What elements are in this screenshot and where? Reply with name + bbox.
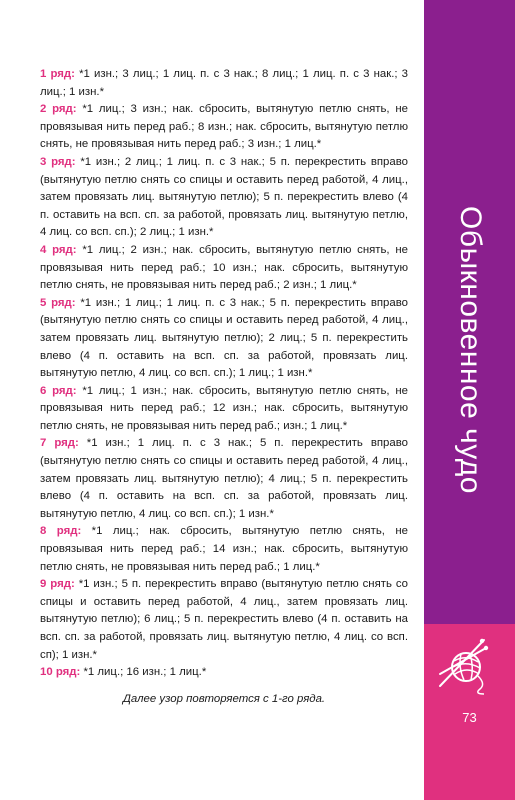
pattern-row-1 xyxy=(40,66,408,101)
pattern-row-3 xyxy=(40,154,408,242)
pattern-row-6 xyxy=(40,383,408,436)
row-text: *1 изн.; 1 лиц.; 1 лиц. п. с 3 нак.; 5 п. перекрестить вправо (вытянутую петлю снять со спицы и оставить перед работой, 4 лиц., затем провязать лиц. вытянутую петлю); 2 лиц.; 5 п. перекрестить влево (4 п. оставить на всп. сп. за работой, провязать лиц. вытянутую петлю, 4 лиц. со всп. сп.); 1 лиц.; 1 изн.* xyxy=(40,296,408,380)
pattern-row-4 xyxy=(40,242,408,295)
row-text: *1 лиц.; 1 изн.; нак. сбросить, вытянутую петлю снять, не провязывая нить перед раб.; 12 изн.; нак. сбросить, вытянутую петлю снять, не провязывая нить перед раб.; изн.; 1 лиц.* xyxy=(40,384,408,432)
pattern-instructions xyxy=(40,66,408,720)
row-text: *1 изн.; 5 п. перекрестить вправо (вытянутую петлю снять со спицы и оставить перед работой, 4 лиц., затем провязать лиц. вытянутую петлю); 6 лиц.; 5 п. перекрестить влево (4 п. оставить на всп. сп. за работой, провязать лиц. вытянутую петлю, 4 лиц. со всп. сп); 1 изн.* xyxy=(40,578,408,661)
row-label: 3 ряд: xyxy=(40,155,76,168)
pattern-row-5 xyxy=(40,295,408,383)
row-text: *1 лиц.; 2 изн.; нак. сбросить, вытянутую петлю снять, не провязывая нить перед раб.; 10 изн.; нак. сбросить, вытянутую петлю снять, не провязывая нить перед раб.; 2 изн.; 1 лиц.* xyxy=(40,243,408,292)
pattern-row-8 xyxy=(40,523,408,576)
row-text: *1 изн.; 1 лиц. п. с 3 нак.; 5 п. перекрестить вправо (вытянутую петлю снять со спицы и оставить перед работой, 4 лиц., затем провязать лиц. вытянутую петлю); 4 лиц.; 5 п. перекрестить влево (4 п. оставить на всп. сп. за работой, провязать лиц. вытянутую петлю, 4 лиц. со всп. сп.); 1 изн.* xyxy=(40,437,408,520)
row-label: 1 ряд: xyxy=(40,68,75,80)
row-label: 5 ряд: xyxy=(40,296,76,309)
row-text: *1 лиц.; нак. сбросить, вытянутую петлю снять, не провязывая нить перед раб.; 14 изн.; нак. сбросить, вытянутую петлю снять, не провязывая нить перед раб.; 1 лиц.* xyxy=(40,525,408,573)
row-label: 4 ряд: xyxy=(40,243,77,256)
row-label: 8 ряд: xyxy=(40,525,82,538)
row-label: 9 ряд: xyxy=(40,578,75,591)
pattern-row-2 xyxy=(40,101,408,154)
row-text: *1 изн.; 2 лиц.; 1 лиц. п. с 3 нак.; 5 п. перекрестить вправо (вытянутую петлю снять со спицы и оставить перед работой, 4 лиц., затем провязать лиц. вытянутую петлю); 5 п. перекрестить влево (4 п. оставить на всп. сп. за работой, провязать лиц. вытянутую петлю, 4 лиц. со всп. сп.); 2 лиц.; 1 изн.* xyxy=(40,155,408,239)
pattern-row-9 xyxy=(40,576,408,664)
row-label: 6 ряд: xyxy=(40,384,77,397)
row-text: *1 лиц.; 16 изн.; 1 лиц.* xyxy=(80,666,207,679)
row-label: 10 ряд: xyxy=(40,666,81,679)
yarn-ball-icon xyxy=(434,634,500,696)
pattern-row-7 xyxy=(40,435,408,523)
page-number: 73 xyxy=(462,710,477,725)
chapter-title: Обыкновенное чудо xyxy=(453,206,487,494)
row-label: 7 ряд: xyxy=(40,437,79,450)
row-text: *1 изн.; 3 лиц.; 1 лиц. п. с 3 нак.; 8 лиц.; 1 лиц. п. с 3 нак.; 3 лиц.; 1 изн.* xyxy=(40,68,408,98)
chapter-sidebar xyxy=(424,0,515,800)
pattern-row-10 xyxy=(40,664,408,682)
repeat-note: Далее узор повторяется с 1-го ряда. xyxy=(122,692,326,705)
row-text: *1 лиц.; 3 изн.; нак. сбросить, вытянутую петлю снять, не провязывая нить перед раб.; 8 изн.; нак. сбросить, вытянутую петлю снять, не провязывая нить перед раб.; 3 изн.; 1 лиц.* xyxy=(40,103,408,151)
row-label: 2 ряд: xyxy=(40,103,77,116)
